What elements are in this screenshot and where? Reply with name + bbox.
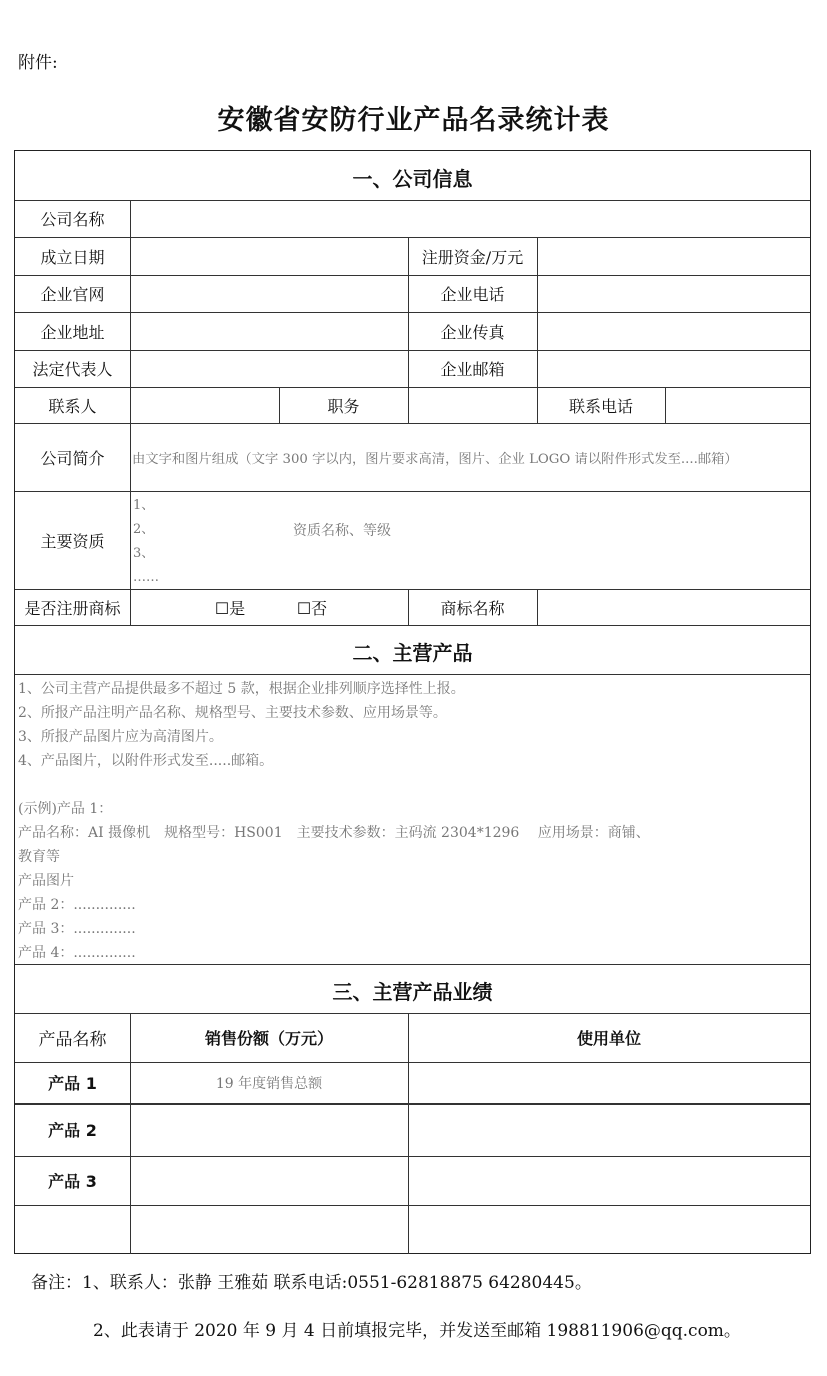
label-company-intro: 公司简介 [40, 448, 105, 468]
label-website: 企业官网 [40, 285, 105, 304]
row-sales-value: 19 年度销售总额 [215, 1075, 323, 1092]
qualification-item: 2、 [133, 522, 155, 537]
label-phone: 企业电话 [440, 285, 505, 304]
qualification-list [133, 494, 159, 590]
label-contact-phone: 联系电话 [568, 396, 633, 416]
intro-hint: 由文字和图片组成（文字 300 字以内，图片要求高清，图片、企业 LOGO 请以附件形式发至....邮箱） [132, 451, 738, 467]
note-line: 2、所报产品注明产品名称、规格型号、主要技术参数、应用场景等。 [18, 705, 447, 721]
note-line: (示例)产品 1： [18, 801, 113, 817]
note-line: 产品名称：AI 摄像机 规格型号：HS001 主要技术参数：主码流 2304*1296 应用场景：商铺、 [18, 825, 650, 841]
note-line: 教育等 [18, 849, 60, 865]
label-registered-trademark: 是否注册商标 [24, 598, 121, 618]
qualification-item: 1、 [133, 498, 155, 513]
label-legal-representative: 法定代表人 [32, 360, 113, 379]
label-fax: 企业传真 [440, 322, 505, 342]
statistics-form-table [14, 150, 811, 1254]
label-company-name: 公司名称 [40, 210, 105, 229]
note-line: 产品 4：.............. [18, 945, 136, 961]
trademark-no-checkbox[interactable]: ☐否 [296, 598, 328, 618]
page-title: 安徽省安防行业产品名录统计表 [217, 105, 610, 136]
note-line: 4、产品图片，以附件形式发至.....邮箱。 [18, 753, 274, 769]
label-qualifications: 主要资质 [40, 531, 105, 551]
label-contact: 联系人 [48, 396, 97, 416]
note-line: 1、公司主营产品提供最多不超过 5 款，根据企业排列顺序选择性上报。 [18, 681, 465, 697]
qualification-hint: 资质名称、等级 [293, 523, 391, 539]
row-product-name: 产品 3 [48, 1172, 97, 1191]
section-company-info-heading: 一、公司信息 [352, 167, 473, 191]
trademark-yes-checkbox[interactable]: ☐是 [214, 598, 246, 618]
col-user-units: 使用单位 [576, 1029, 641, 1048]
label-address: 企业地址 [40, 322, 105, 342]
section-main-products-heading: 二、主营产品 [352, 641, 473, 665]
label-registered-capital: 注册资金/万元 [421, 247, 524, 267]
note-line: 产品图片 [18, 873, 74, 889]
note-line: 3、所报产品图片应为高清图片。 [18, 729, 223, 745]
row-product-name: 产品 2 [48, 1121, 97, 1140]
note-line: 产品 2：.............. [18, 897, 136, 913]
label-email: 企业邮箱 [440, 360, 505, 379]
attachment-label: 附件: [18, 53, 58, 73]
row-product-name: 产品 1 [48, 1074, 97, 1093]
section-performance-heading: 三、主营产品业绩 [332, 980, 493, 1004]
remark-line-2: 2、此表请于 2020 年 9 月 4 日前填报完毕，并发送至邮箱 198811906@qq.com。 [93, 1321, 741, 1341]
note-line: 产品 3：.............. [18, 921, 136, 937]
label-founded-date: 成立日期 [40, 247, 105, 267]
col-product-name: 产品名称 [38, 1030, 107, 1050]
remark-line-1: 备注：1、联系人：张静 王雅茹 联系电话:0551-62818875 64280445。 [31, 1273, 592, 1293]
label-trademark-name: 商标名称 [440, 598, 505, 618]
label-position: 职务 [327, 396, 360, 416]
col-sales-share: 销售份额（万元） [204, 1029, 333, 1048]
qualification-item: …… [133, 570, 159, 585]
qualification-item: 3、 [133, 546, 155, 561]
